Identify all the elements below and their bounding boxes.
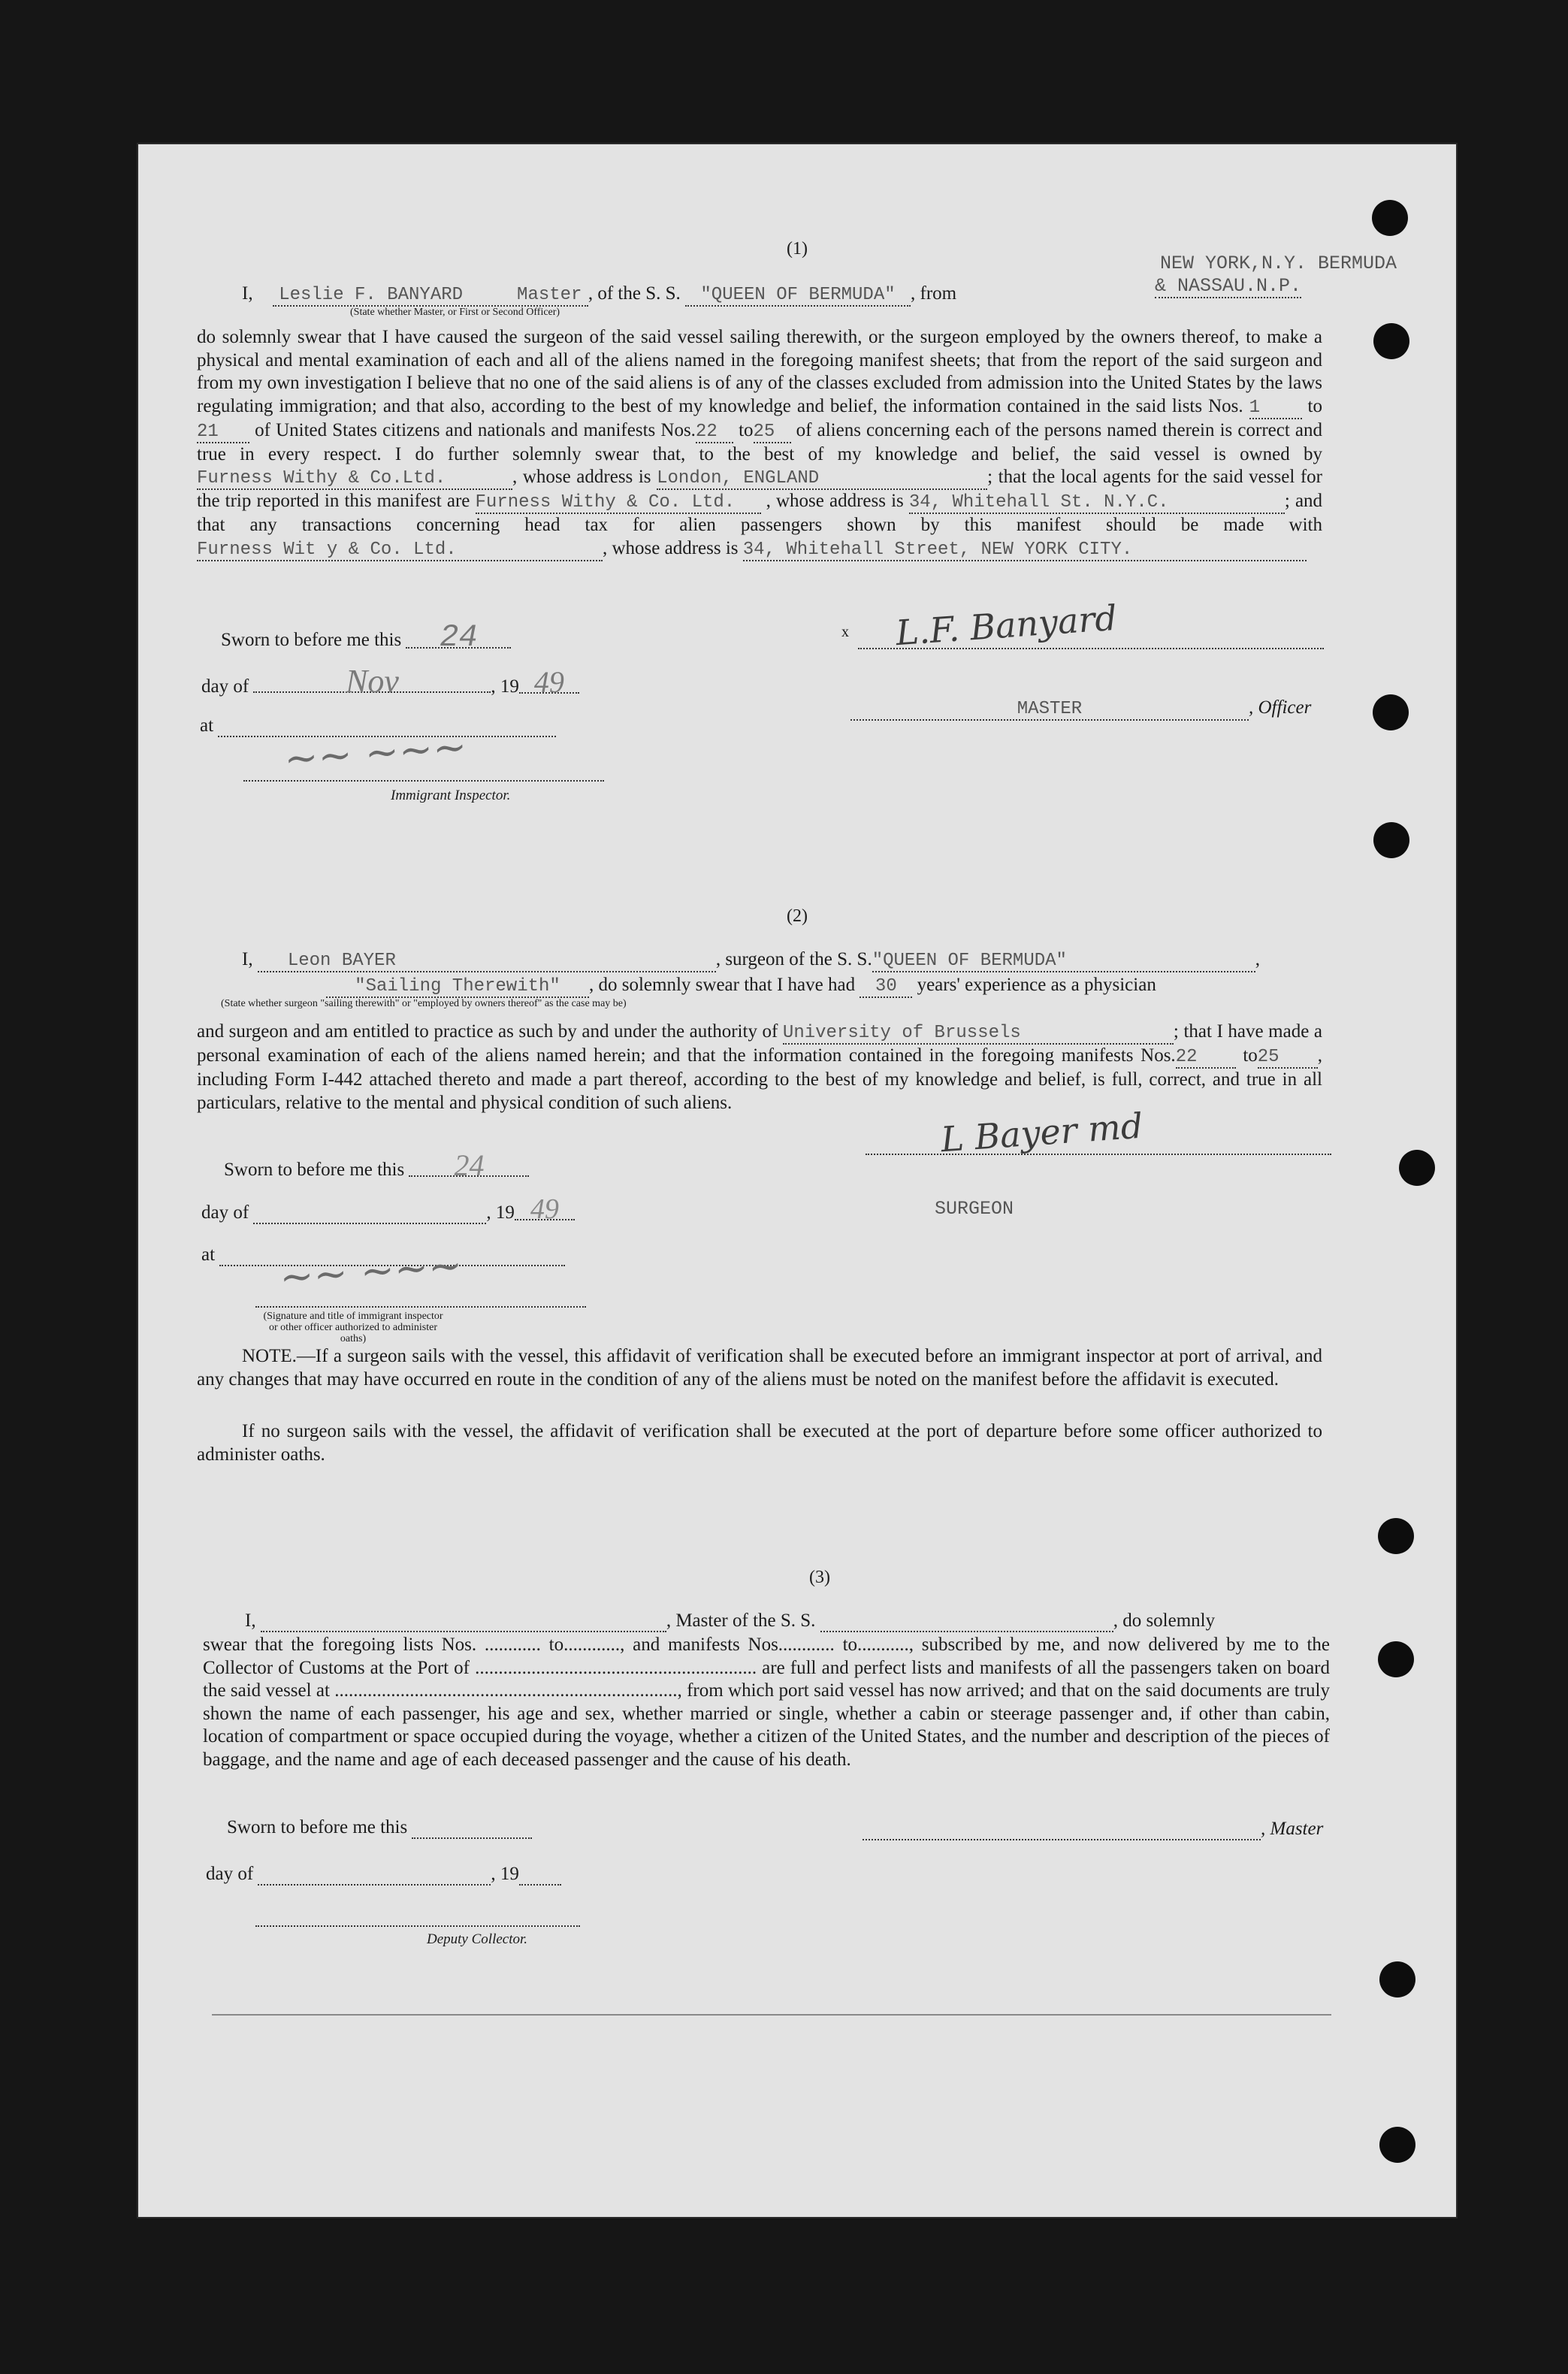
section-1-header-line <box>242 283 956 307</box>
deputy-collector-line <box>255 1925 580 1927</box>
section-2-number: (2) <box>787 906 808 926</box>
section-3-line-1: I, , Master of the S. S. , do solemnly <box>245 1610 1216 1631</box>
section-2-at-line: at <box>201 1244 565 1266</box>
headtax-address-field: 34, Whitehall Street, NEW YORK CITY. <box>743 540 1307 561</box>
section-1-sworn-day: 24 <box>406 628 511 649</box>
section-2-inspector-line <box>255 1306 586 1308</box>
section-1-month: Nov <box>253 672 491 693</box>
bottom-rule <box>212 2014 1331 2016</box>
authority-field: University of Brussels <box>783 1024 1174 1045</box>
section-3-sworn-line: Sworn to before me this <box>227 1817 532 1839</box>
surgeon-role: SURGEON <box>935 1198 1014 1220</box>
section-2-header-line: I, Leon BAYER , surgeon of the S. S."QUEEN OF BERMUDA" , <box>242 949 1260 971</box>
surgeon-signature-line <box>866 1154 1331 1155</box>
section-1-year: 49 <box>519 673 579 694</box>
surgeon-signature: L Bayer md <box>939 1105 1144 1160</box>
lead-in: I, <box>242 283 253 304</box>
inspector-label: Immigrant Inspector. <box>391 788 511 803</box>
surgeon-name-field: Leon BAYER <box>258 951 716 972</box>
punch-hole <box>1379 1961 1415 1997</box>
section-2-year: 49 <box>515 1199 575 1220</box>
years-field: 30 <box>860 977 912 998</box>
section-2-note-2: If no surgeon sails with the vessel, the affidavit of verification shall be executed at the port of departure before some officer authorized to administer oaths. <box>197 1421 1322 1465</box>
section-3-body: swear that the foregoing lists Nos. ............ to............, and manifests Nos............ to..........., subscribed by me, and now delivered by me to the Collector of Customs at the Port of ............................................................ are full and perfect lists and manifests of all the passengers taken on board the said vessel at ........................................................................., from which port said vessel has now arrived; and that on the said documents are truly shown the name of each passenger, his age and sex, whether married or single, whether a cabin or steerage passenger and, if other than cabin, location of compartment or space occupied during the voyage, whether a citizen of the United States, and the number and description of the pieces of baggage, and the name and age of each deceased passenger and the cause of his death. <box>203 1635 1331 1770</box>
owner-field: Furness Withy & Co.Ltd. <box>197 469 512 490</box>
officer-line <box>850 697 1311 721</box>
section-2-vessel-field: "QUEEN OF BERMUDA" <box>872 951 1255 972</box>
from-port-line-2: & NASSAU.N.P. <box>1155 275 1302 297</box>
punch-hole <box>1378 1641 1414 1677</box>
owner-address-field: London, ENGLAND <box>657 469 987 490</box>
vessel-name-field: "QUEEN OF BERMUDA" <box>685 286 911 307</box>
section-2-sworn-day: 24 <box>409 1156 529 1177</box>
section-1-day-of-line: day of Nov , 19 49 <box>201 672 579 697</box>
section-1-at-line: at <box>200 715 556 737</box>
punch-hole <box>1399 1150 1435 1186</box>
section-2-inspector-signature: ~~ ~~~ <box>278 1241 464 1302</box>
headtax-party-field: Furness Wit y & Co. Ltd. <box>197 540 603 561</box>
officer-label: , Officer <box>1249 697 1312 718</box>
of-ss-label: , of the S. S. <box>588 283 681 304</box>
section-1-body: do solemnly swear that I have caused the surgeon of the said vessel sailing therewith, or the surgeon employed by the owners thereof, to make a physical and mental examination of each and all of the aliens named in the foregoing manifest sheets; that from the report of the said surgeon and from my own investigation I believe that no one of the said aliens is of any of the classes excluded from admission into the United States by the laws regulating immigration; and that also, according to the best of my knowledge and belief, the information contained in the said lists Nos. 1 to 21 of United States citizens and nationals and manifests Nos.22 to25 of aliens concerning each of the persons named therein is correct and true in every respect. I do further solemnly swear that, to the best of my knowledge and belief, the said vessel is owned by Furness Withy & Co.Ltd. , whose address is London, ENGLAND ; that the local agents for the said vessel for the trip reported in this manifest are Furness Withy & Co. Ltd. , whose address is 34, Whitehall St. N.Y.C. ; and that any transactions concerning head tax for alien passengers shown by this manifest should be made with Furness Wit y & Co. Ltd. , whose address is 34, Whitehall Street, NEW YORK CITY. <box>197 327 1323 560</box>
section-1-number: (1) <box>787 239 808 259</box>
from-port-line-1: NEW YORK,N.Y. BERMUDA <box>1160 253 1397 274</box>
punch-hole <box>1378 1518 1414 1554</box>
from-label: , from <box>911 283 957 304</box>
section-2-sig-note: (Signature and title of immigrant inspector or other officer authorized to administer oaths) <box>263 1311 443 1344</box>
section-3-master-line: , Master <box>863 1819 1323 1840</box>
section-2-state-note: (State whether surgeon "sailing therewith" or "employed by owners thereof" as the case may be) <box>221 998 627 1009</box>
agents-field: Furness Withy & Co. Ltd. <box>476 493 761 514</box>
section-2-body: and surgeon and am entitled to practice as such by and under the authority of University of Brussels ; that I have made a personal examination of each of the aliens named herein; and that the information contained in the foregoing manifests Nos.22 to25 , including Form I-442 attached thereto and made a part thereof, according to the best of my knowledge and belief, is full, correct, and true in all particulars, relative to the mental and physical condition of such aliens. <box>197 1021 1323 1113</box>
sailing-field: "Sailing Therewith" <box>326 977 589 998</box>
officer-rank: MASTER <box>850 700 1249 721</box>
section-3-day-of-line: day of , 19 <box>206 1864 561 1886</box>
punch-hole <box>1373 694 1409 730</box>
inspector-signature: ~~ ~~~ <box>282 722 469 783</box>
master-sig-mark: x <box>841 624 849 640</box>
section-2-sailing-line: "Sailing Therewith" , do solemnly swear that I have had 30 years' experience as a physician <box>326 974 1156 998</box>
section-2-sworn-line: Sworn to before me this 24 <box>224 1156 529 1181</box>
deputy-collector-label: Deputy Collector. <box>427 1931 528 1947</box>
section-2-note-1: NOTE.—If a surgeon sails with the vessel, this affidavit of verification shall be executed before an immigrant inspector at port of arrival, and any changes that may have occurred en route in the condition of any of the aliens must be noted on the manifest before the affidavit is executed. <box>197 1346 1322 1390</box>
section-2-day-of-line: day of , 19 49 <box>201 1199 575 1224</box>
punch-hole <box>1373 323 1409 359</box>
master-signature: L.F. Banyard <box>894 597 1119 654</box>
agents-address-field: 34, Whitehall St. N.Y.C. <box>909 493 1285 514</box>
punch-hole <box>1373 822 1409 858</box>
punch-hole <box>1379 2127 1415 2163</box>
section-1-sworn-line: Sworn to before me this 24 <box>221 628 511 651</box>
section-3-number: (3) <box>809 1568 830 1587</box>
master-name-field: Leslie F. BANYARD Master <box>273 286 588 307</box>
manifest-affidavit-page <box>137 143 1458 2218</box>
punch-hole <box>1372 200 1408 236</box>
section-1-state-note: (State whether Master, or First or Second Officer) <box>350 307 560 318</box>
